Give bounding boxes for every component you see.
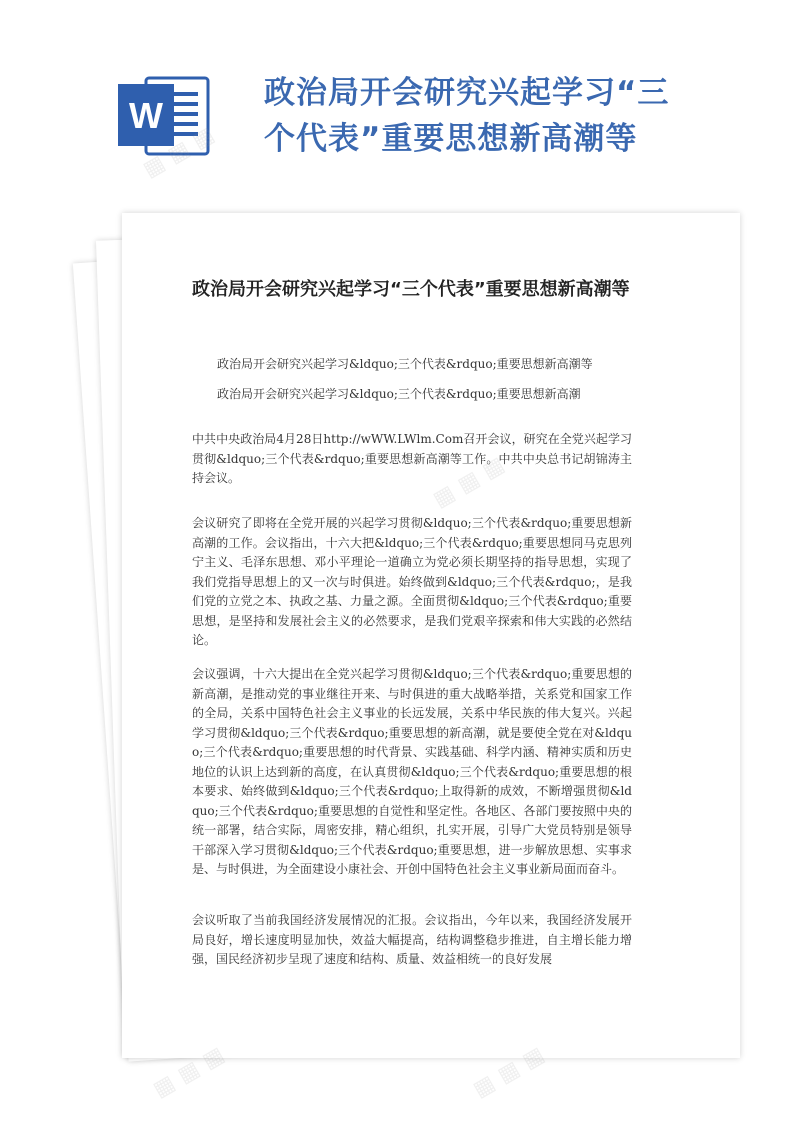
word-line-4 [172,122,198,126]
document-page [122,213,740,1058]
document-paragraph-4: 会议听取了当前我国经济发展情况的汇报。会议指出，今年以来，我国经济发展开局良好，增长速度明显加快，效益大幅提高，结构调整稳步推进，自主增长能力增强，国民经济初步呈现了速度和结构、质量、效益相统一的良好发展 [192,913,632,966]
word-line-5 [172,132,198,136]
document-paragraph-2: 会议研究了即将在全党开展的兴起学习贯彻&ldquo;三个代表&rdquo;重要思想新高潮的工作。会议指出，十六大把&ldquo;三个代表&rdquo;重要思想同马克思列宁主义、毛泽东思想、邓小平理论一道确立为党必须长期坚持的指导思想，实现了我们党指导思想上的又一次与时俱进。始终做到&ldquo;三个代表&rdquo;，是我们党的立党之本、执政之基、力量之源。全面贯彻&ldquo;三个代表&rdquo;重要思想，是坚持和发展社会主义的必然要求，是我们党艰辛探索和伟大实践的必然结论。 [192,516,632,647]
word-letter: W [129,95,163,136]
word-document-icon [116,70,220,160]
document-title: 政治局开会研究兴起学习“三个代表”重要思想新高潮等 [192,279,630,300]
document-subtitle-line-2: 政治局开会研究兴起学习&ldquo;三个代表&rdquo;重要思想新高潮 [217,387,581,401]
watermark-mark: ▦ ▦ ▦ [468,1042,549,1103]
document-subtitle-line-1: 政治局开会研究兴起学习&ldquo;三个代表&rdquo;重要思想新高潮等 [217,357,593,371]
word-line-3 [172,112,198,116]
document-paragraph-1: 中共中央政治局4月28日http://wWW.LWlm.Com召开会议，研究在全党兴起学习贯彻&ldquo;三个代表&rdquo;重要思想新高潮等工作。中共中央总书记胡锦涛主持会议。 [192,432,632,485]
word-line-2 [172,102,198,106]
word-line-1 [172,92,198,96]
watermark-mark: ▦ ▦ ▦ [148,1042,229,1103]
page-title: 政治局开会研究兴起学习“三个代表”重要思想新高潮等 [264,75,670,157]
document-paragraph-3: 会议强调，十六大提出在全党兴起学习贯彻&ldquo;三个代表&rdquo;重要思想的新高潮，是推动党的事业继往开来、与时俱进的重大战略举措，关系党和国家工作的全局，关系中国特色社会主义事业的长远发展，关系中华民族的伟大复兴。兴起学习贯彻&ldquo;三个代表&rdquo;重要思想的新高潮，就是要使全党在对&ldquo;三个代表&rdquo;重要思想的时代背景、实践基础、科学内涵、精神实质和历史地位的认识上达到新的高度，在认真贯彻&ldquo;三个代表&rdquo;重要思想的根本要求、始终做到&ldquo;三个代表&rdquo;上取得新的成效，不断增强贯彻&ldquo;三个代表&rdquo;重要思想的自觉性和坚定性。各地区、各部门要按照中央的统一部署，结合实际，周密安排，精心组织，扎实开展，引导广大党员特别是领导干部深入学习贯彻&ldquo;三个代表&rdquo;重要思想，进一步解放思想、实事求是、与时俱进，为全面建设小康社会、开创中国特色社会主义事业新局面而奋斗。 [192,667,632,876]
watermark-mark: ▦ [138,150,170,183]
